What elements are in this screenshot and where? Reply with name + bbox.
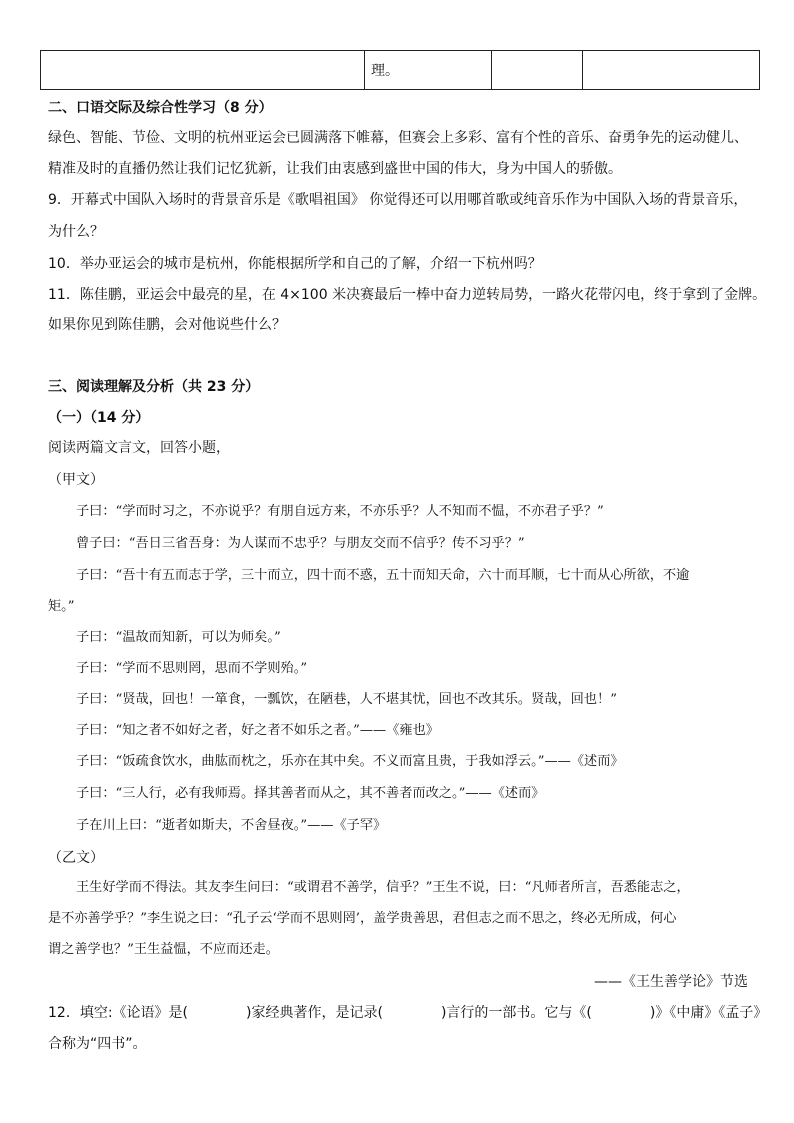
classical-line: 是不亦善学乎？”李生说之曰：“孔子云‘学而不思则罔’，盖学贵善思，君但志之而不思之，终必无所成，何心: [48, 911, 677, 926]
section3-heading: 三、阅读理解及分析（共 23 分）: [48, 379, 260, 395]
table-cell: [492, 51, 583, 90]
question-11-cont: 如果你见到陈佳鹏，会对他说些什么？: [48, 317, 286, 333]
question-12-text: )言行的一部书。它与《(: [440, 1005, 592, 1021]
question-12-text: 12．填空:《论语》是(: [48, 1005, 188, 1021]
classical-line: 子曰：“温故而知新，可以为师矣。”: [76, 630, 281, 645]
question-11: 11．陈佳鹏，亚运会中最亮的星，在 4×100 米决赛最后一棒中奋力逆转局势，一路火花带闪电，终于拿到了金牌。: [48, 287, 767, 303]
section2-intro-line: 精准及时的直播仍然让我们记忆犹新，让我们由衷感到盛世中国的伟大，身为中国人的骄傲。: [48, 161, 622, 177]
reading-instruction: 阅读两篇文言文，回答小题，: [48, 440, 230, 456]
classical-line: 曾子曰：“吾日三省吾身：为人谋而不忠乎？与朋友交而不信乎？传不习乎？”: [76, 536, 525, 551]
question-12-text: )》《中庸》《孟子》: [649, 1005, 768, 1021]
classical-line: 子曰：“学而时习之，不亦说乎？有朋自远方来，不亦乐乎？人不知而不愠，不亦君子乎？”: [76, 504, 604, 519]
question-12: [48, 1003, 767, 1023]
question-12-cont: 合称为“四书”。: [48, 1036, 147, 1052]
classical-line: 谓之善学也？”王生益愠，不应而还走。: [48, 942, 279, 957]
section2-intro-line: 绿色、智能、节俭、文明的杭州亚运会已圆满落下帷幕，但赛会上多彩、富有个性的音乐、奋勇争先的运动健儿、: [48, 130, 748, 146]
yi-label: （乙文）: [48, 850, 104, 866]
part1-heading: （一）（14 分）: [48, 410, 150, 426]
question-10: 10．举办亚运会的城市是杭州，你能根据所学和自己的了解，介绍一下杭州吗？: [48, 256, 542, 272]
table-cell: [41, 51, 365, 90]
answer-table: [40, 50, 760, 90]
table-cell: [583, 51, 760, 90]
classical-line: 子曰：“三人行，必有我师焉。择其善者而从之，其不善者而改之。”——《述而》: [76, 786, 545, 801]
classical-line: 王生好学而不得法。其友李生问曰：“或谓君不善学，信乎？”王生不说，曰：“凡师者所言，吾悉能志之，: [76, 880, 690, 895]
classical-line: 矩。”: [48, 599, 75, 614]
question-9-cont: 为什么？: [48, 224, 104, 240]
section2-heading: 二、口语交际及综合性学习（8 分）: [48, 100, 273, 116]
question-12-text: )家经典著作，是记录(: [246, 1005, 383, 1021]
classical-line: 子在川上曰：“逝者如斯夫，不舍昼夜。”——《子罕》: [76, 818, 387, 833]
classical-line: 子曰：“学而不思则罔，思而不学则殆。”: [76, 661, 308, 676]
table-cell: 理。: [365, 51, 492, 90]
classical-line: 子曰：“吾十有五而志于学，三十而立，四十而不惑，五十而知天命，六十而耳顺，七十而从心所欲，不逾: [76, 568, 690, 583]
jia-label: （甲文）: [48, 472, 104, 488]
classical-line: 子曰：“饭疏食饮水，曲肱而枕之，乐亦在其中矣。不义而富且贵，于我如浮云。”——《述而》: [76, 754, 624, 769]
table-row: [41, 51, 760, 90]
classical-line: 子曰：“知之者不如好之者，好之者不如乐之者。”——《雍也》: [76, 723, 439, 738]
question-9: 9．开幕式中国队入场时的背景音乐是《歌唱祖国》 你觉得还可以用哪首歌或纯音乐作为中国队入场的背景音乐，: [48, 192, 748, 208]
classical-line: 子曰：“贤哉，回也！一箪食，一瓢饮，在陋巷，人不堪其忧，回也不改其乐。贤哉，回也！”: [76, 692, 617, 707]
source-attribution: ——《王生善学论》节选: [594, 974, 748, 990]
